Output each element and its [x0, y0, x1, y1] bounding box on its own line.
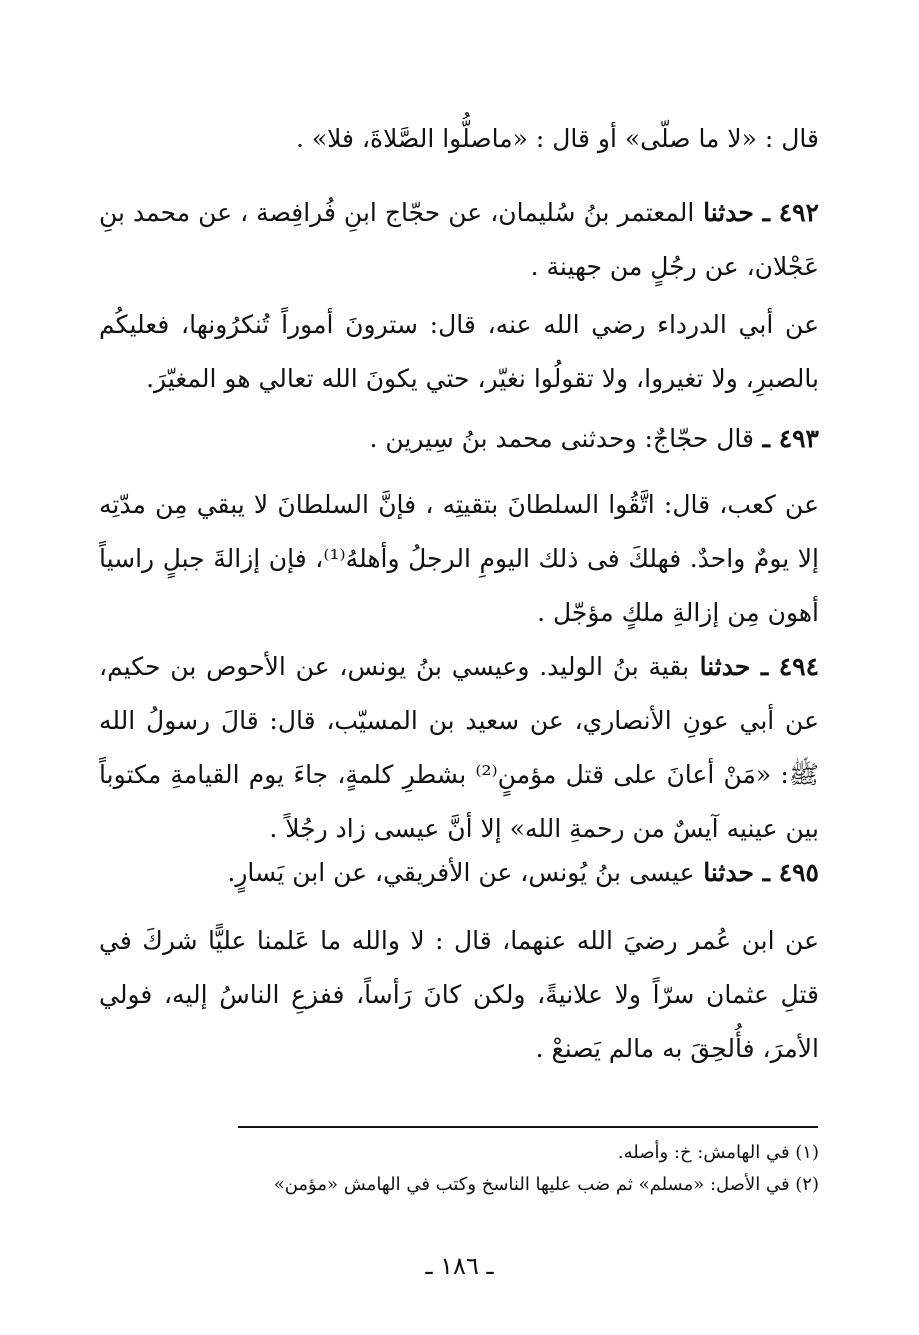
hadith-lead: ٤٩٢ ـ حدثنا — [694, 198, 819, 227]
hadith-492 — [99, 186, 819, 294]
paragraph-text: عن أبي الدرداء رضي الله عنه، قال: سترونَ أموراً تُنكرُونها، فعليكُم بالصبرِ، ولا تغيروا، ولا تقولُوا نغيّر، حتي يكونَ الله تعالي هو المغيّرَ. — [99, 310, 819, 393]
page-number: ـ ١٨٦ ـ — [425, 1252, 494, 1280]
hadith-lead: ٤٩٥ ـ حدثنا — [694, 858, 819, 887]
hadith-493 — [99, 412, 819, 466]
paragraph-5 — [99, 478, 819, 640]
hadith-lead: ٤٩٣ ـ — [753, 424, 819, 453]
paragraph-text: عن كعب، قال: اتَّقُوا السلطانَ بتقيتِه ، فإنَّ السلطانَ لا يبقي مِن مدّتِه إلا يومٌ واحدٌ. فهلكَ فى ذلك اليومِ الرجلُ وأهلهُ⁽¹⁾، فإن إزالةَ جبلٍ راسياً أهون مِن إزالةِ ملكٍ مؤجّل . — [99, 490, 819, 627]
paragraph-3 — [99, 298, 819, 406]
paragraph-text: قال : «لا ما صلّى» أو قال : «ماصلُّوا الصَّلاةَ، فلا» . — [295, 124, 819, 153]
paragraph-text: المعتمر بنُ سُليمان، عن حجّاج ابنِ فُرافِصة ، عن محمد بنِ عَجْلان، عن رجُلٍ من جهينة . — [99, 198, 819, 281]
footnote-divider — [238, 1126, 818, 1128]
hadith-495 — [99, 846, 819, 900]
hadith-lead: ٤٩٤ ـ حدثنا — [689, 652, 820, 681]
paragraph-1 — [99, 112, 819, 166]
footnote-1: (١) في الهامش: خ: وأصله. — [617, 1142, 819, 1163]
paragraph-text: عن ابن عُمر رضيَ الله عنهما، قال : لا والله ما عَلمنا عليًّا شركَ في قتلِ عثمان سرّاً ولا علانيةً، ولكن كانَ رَأساً، ففزعِ الناسُ إليه، فولي الأمرَ، فأُلحِقَ به مالم يَصنعْ . — [99, 926, 819, 1063]
paragraph-text: عيسى بنُ يُونس، عن الأفريقي، عن ابن يَسارٍ. — [227, 858, 695, 887]
paragraph-text: قال حجّاجٌ: وحدثنى محمد بنُ سِيرين . — [369, 424, 754, 453]
paragraph-8 — [99, 914, 819, 1076]
paragraph-text: بقية بنُ الوليد. وعيسي بنُ يونس، عن الأحوص بن حكيم، عن أبي عونِ الأنصاري، عن سعيد بن المسيّب، قال: قالَ رسولُ الله ﷺ: «مَنْ أعانَ على قتل مؤمنٍ⁽²⁾ بشطرِ كلمةٍ، جاءَ يوم القيامةِ مكتوباً بين عينيه آيسٌ من رحمةِ الله» إلا أنَّ عيسى زاد رجُلاً . — [99, 652, 819, 843]
footnote-2: (٢) في الأصل: «مسلم» ثم ضب عليها الناسخ وكتب في الهامش «مؤمن» — [273, 1174, 819, 1195]
hadith-494 — [99, 640, 819, 856]
